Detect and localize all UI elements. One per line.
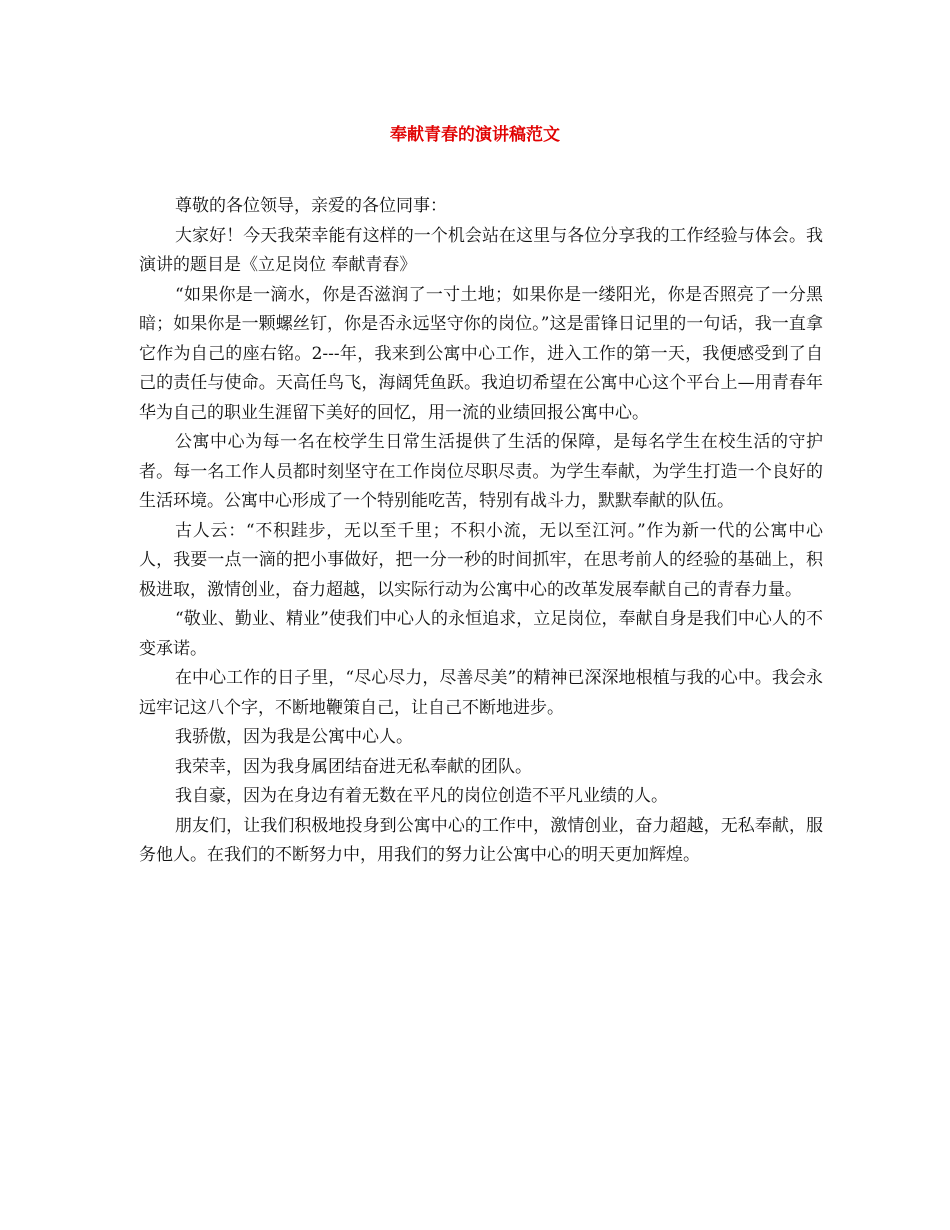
paragraph-ancient-saying: 古人云：“不积跬步，无以至千里；不积小流，无以至江河。”作为新一代的公寓中心人，我要一点一滴的把小事做好，把一分一秒的时间抓牢，在思考前人的经验的基础上，积极进取，激情创业，奋力超越，以实际行动为公寓中心的改革发展奉献自己的青春力量。 [139,520,823,600]
paragraph-dedication: “敬业、勤业、精业”使我们中心人的永恒追求，立足岗位，奉献自身是我们中心人的不变承诺。 [139,609,823,659]
paragraph-pride: 我自豪，因为在身边有着无数在平凡的岗位创造不平凡业绩的人。 [175,786,668,806]
document-title: 奉献青春的演讲稿范文 [390,125,560,145]
paragraph-honored: 我荣幸，因为我身属团结奋进无私奉献的团队。 [175,756,532,777]
paragraph-proud: 我骄傲，因为我是公寓中心人。 [175,727,413,747]
paragraph-quote-leifeng: “如果你是一滴水，你是否滋润了一寸土地；如果你是一缕阳光，你是否照亮了一分黑暗；如果你是一颗螺丝钉，你是否永远坚守你的岗位。”这是雷锋日记里的一句话，我一直拿它作为自己的座右铭。2---年，我来到公寓中心工作，进入工作的第一天，我便感受到了自己的责任与使命。天高任鸟飞，海阔凭鱼跃。我迫切希望在公寓中心这个平台上—用青春年华为自己的职业生涯留下美好的回忆，用一流的业绩回报公寓中心。 [139,284,823,423]
paragraph-salutation: 尊敬的各位领导，亲爱的各位同事： [175,196,447,216]
paragraph-apartment-center: 公寓中心为每一名在校学生日常生活提供了生活的保障，是每名学生在校生活的守护者。每一名工作人员都时刻坚守在工作岗位尽职尽责。为学生奉献，为学生打造一个良好的生活环境。公寓中心形成了一个特别能吃苦，特别有战斗力，默默奉献的队伍。 [139,432,823,511]
paragraph-greeting: 大家好！今天我荣幸能有这样的一个机会站在这里与各位分享我的工作经验与体会。我演讲的题目是《立足岗位 奉献青春》 [139,225,823,275]
paragraph-closing: 朋友们，让我们积极地投身到公寓中心的工作中，激情创业，奋力超越，无私奉献，服务他人。在我们的不断努力中，用我们的努力让公寓中心的明天更加辉煌。 [139,815,823,865]
paragraph-spirit: 在中心工作的日子里，“尽心尽力，尽善尽美”的精神已深深地根植与我的心中。我会永远牢记这八个字，不断地鞭策自己，让自己不断地进步。 [139,668,823,718]
document-body [139,192,823,871]
